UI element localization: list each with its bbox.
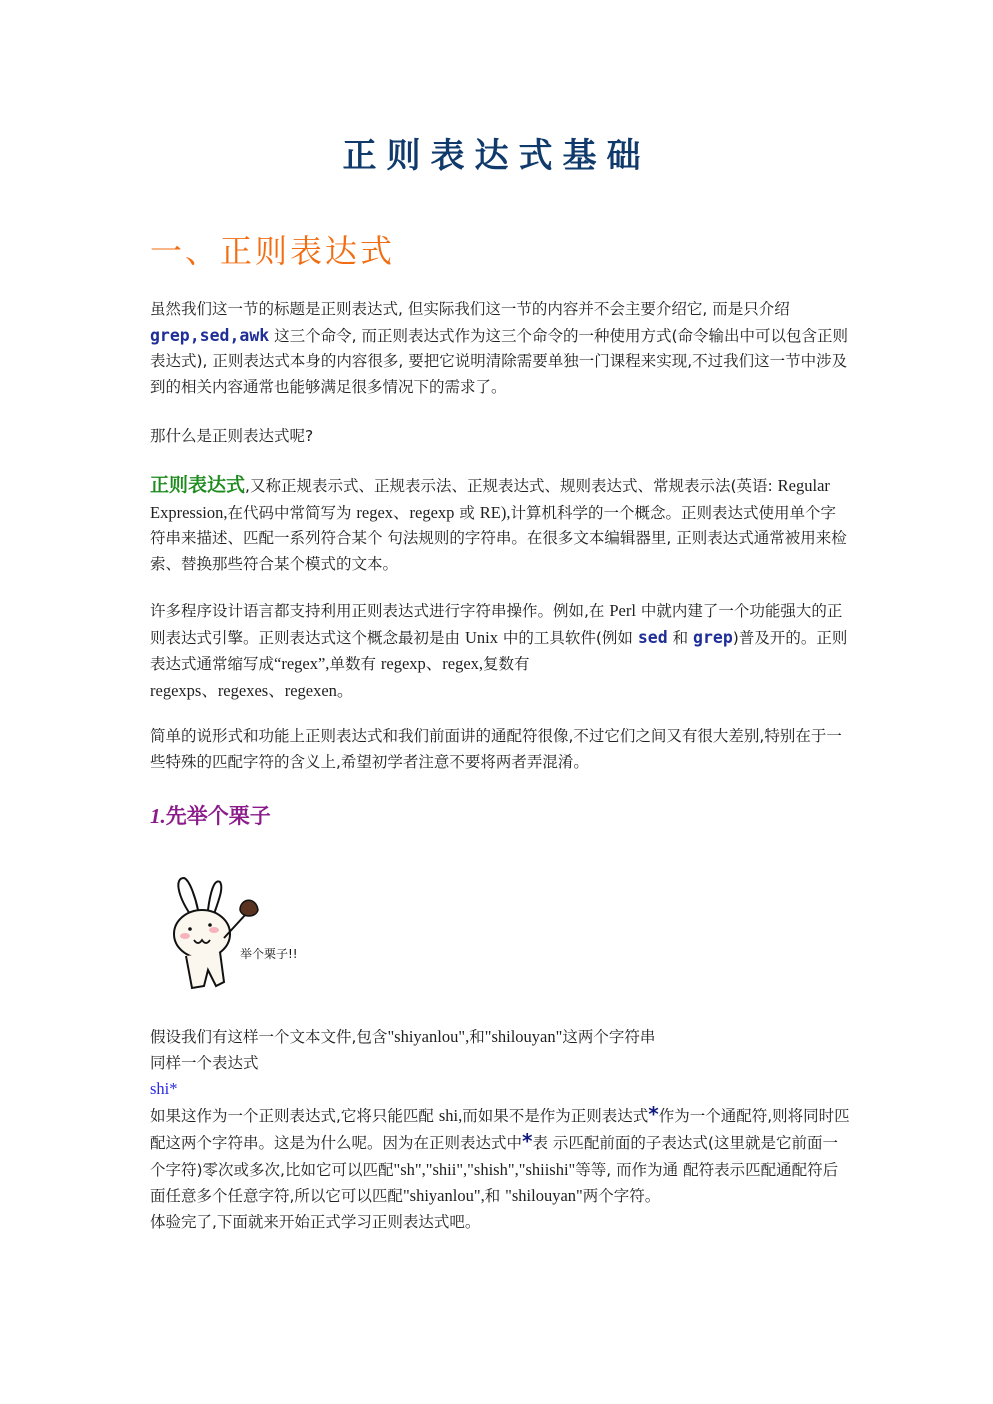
text: 假设我们有这样一个文本文件,包含 (150, 1028, 388, 1046)
inline-code: sed (637, 627, 668, 647)
text: )普及开的。正则表达式通常缩写成 (150, 628, 848, 673)
text-latin: Regular Expression, (150, 476, 830, 522)
text: 中就内建了一个功能强大的正则表达式引擎。正则表达式这个概念最初是由 (150, 602, 843, 647)
text: 表 示匹配前面的子表达式(这里就是它前面一个字符)零次或多次,比如它可以匹配 (150, 1134, 838, 1179)
text: 许多程序设计语言都支持利用正则表达式进行字符串操作。例如,在 (150, 602, 610, 620)
definition-paragraph (150, 473, 850, 577)
text-line: 同样一个表达式 (150, 1053, 259, 1072)
rabbit-chestnut-icon (152, 866, 302, 996)
text-latin: regexps、regexes、regexen。 (150, 680, 354, 700)
text: 两个字符。 (582, 1187, 661, 1205)
text-latin: regexp、regex, (380, 654, 484, 673)
text-line (150, 1102, 850, 1210)
term-highlight: 正则表达式 (150, 474, 246, 496)
text-line (150, 1024, 850, 1051)
text-line: 体验完了,下面就来开始正式学习正则表达式吧。 (150, 1212, 481, 1231)
text-latin: "shilouyan" (505, 1186, 583, 1205)
text-latin: "sh","shii","shish","shiishi" (393, 1159, 576, 1179)
text-latin: regex、regexp (356, 502, 455, 522)
asterisk-symbol: * (522, 1129, 533, 1153)
svg-text:举个栗子!!: 举个栗子!! (240, 947, 298, 961)
text-latin: "shiyanlou", (387, 1027, 470, 1046)
text: 和 (484, 1187, 506, 1205)
text: 计算机科学的一个概念。正则表达式使用单个字符串来描述、匹配一系列符合某个 句法规则的字符串。在很多文本编辑器里, 正则表达式通常被用来检索、替换那些符合某个模式的文本。 (150, 503, 847, 573)
heading-text: 先举个栗子 (165, 804, 271, 828)
heading-number: 1. (150, 804, 166, 828)
text-latin: shi, (438, 1105, 463, 1125)
comparison-paragraph: 简单的说形式和功能上正则表达式和我们前面讲的通配符很像,不过它们之间又有很大差别,特别在于一些特殊的匹配字符的含义上,希望初学者注意不要将两者弄混淆。 (150, 727, 842, 771)
text: 这两个字符串 (562, 1028, 656, 1046)
text-latin: RE), (479, 502, 511, 522)
text: 而如果不是作为正则表达式 (462, 1106, 649, 1125)
inline-code: grep,sed,awk (150, 325, 270, 345)
text: 单数有 (329, 655, 381, 673)
text: ,又称正规表示式、正规表示法、正规表达式、规则表达式、常规表示法(英语: (245, 477, 778, 495)
text: 这三个命令, 而正则表达式作为这三个命令的一种使用方式(命令输出中可以包含正则表达式), 正则表达式本身的内容很多, 要把它说明清除需要单独一门课程来实现,不过我们这一节中涉及到的相关内容通常也能够满足很多情况下的需求了。 (150, 326, 849, 396)
section-heading-2 (150, 800, 271, 830)
text: 或 (454, 503, 480, 522)
question-paragraph: 那什么是正则表达式呢? (150, 427, 314, 445)
text: 中的工具软件(例如 (497, 628, 638, 647)
text-latin: "shiyanlou", (402, 1186, 485, 1205)
section-heading-1: 一、正则表达式 (150, 232, 396, 270)
text: 等等, 而作为通 配符表示匹配通配符后面任意多个任意字符,所以它可以匹配 (150, 1160, 839, 1205)
text: 在代码中常简写为 (227, 503, 357, 522)
rabbit-illustration (152, 866, 302, 996)
text: 和 (667, 628, 694, 647)
history-paragraph (150, 598, 850, 703)
example-paragraph (150, 1024, 850, 1235)
text-latin: “regex”, (274, 654, 330, 673)
inline-code: grep (693, 627, 733, 647)
intro-paragraph (150, 297, 850, 400)
text-latin: Perl (609, 601, 636, 620)
text-latin: Unix (464, 627, 498, 647)
regex-example: shi* (150, 1079, 178, 1098)
document-title: 正则表达式基础 (342, 136, 651, 176)
text: 虽然我们这一节的标题是正则表达式, 但实际我们这一节的内容并不会主要介绍它, 而是只介绍 (150, 300, 790, 318)
text: 复数有 (483, 655, 530, 673)
asterisk-symbol: * (648, 1101, 659, 1126)
text-latin: "shilouyan" (484, 1027, 563, 1046)
text: 如果这作为一个正则表达式,它将只能匹配 (150, 1106, 439, 1125)
text: 和 (469, 1028, 485, 1046)
text: 作为一个通配符,则将同时匹配这两个字符串。这是为什么呢。因为在正则表达式中 (150, 1106, 850, 1152)
